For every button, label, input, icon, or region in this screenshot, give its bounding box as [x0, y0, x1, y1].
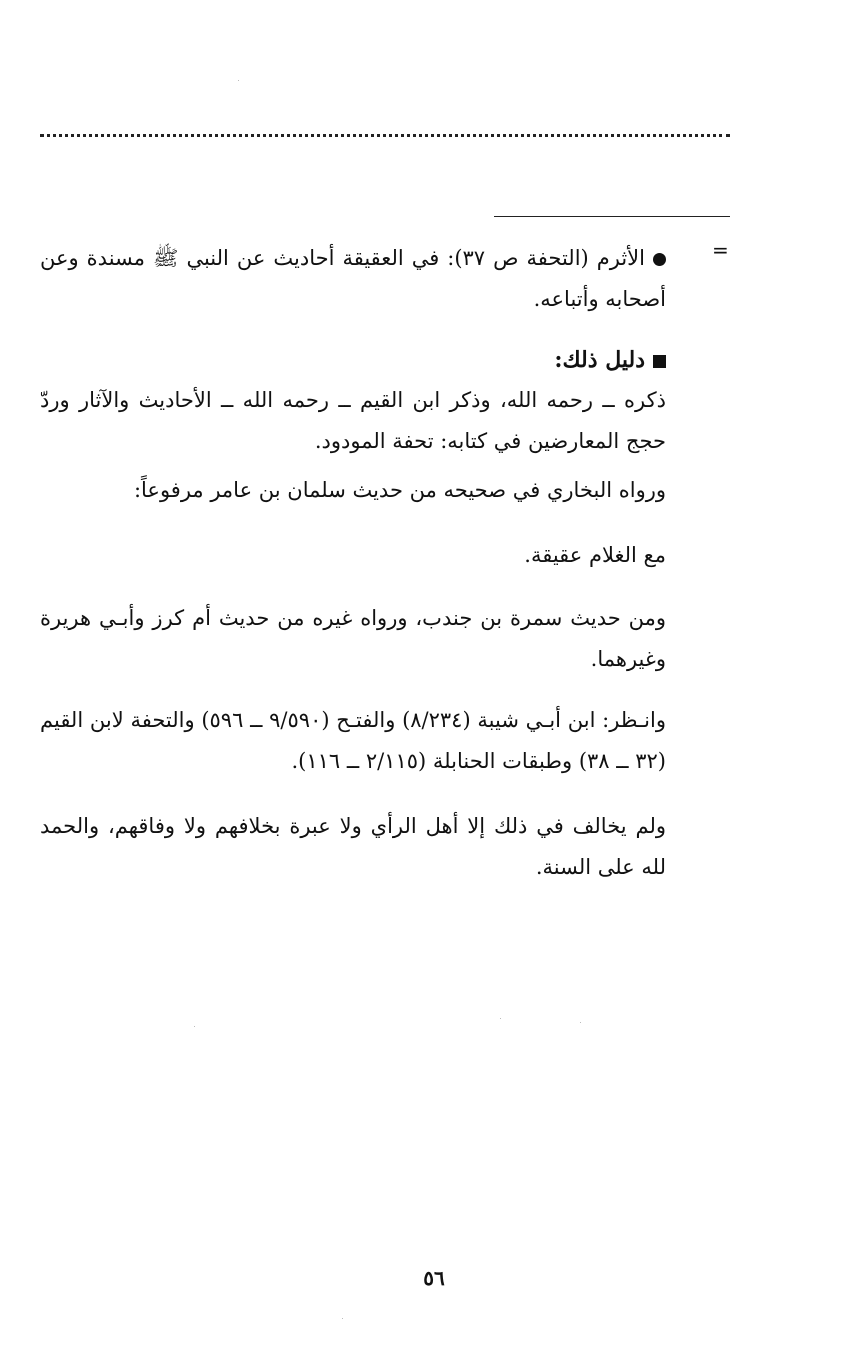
paragraph: وانـظر: ابن أبـي شيبة (٨/٢٣٤) والفتـح (٩/٥٩٠ ــ ٥٩٦) والتحفة لابن القيم (٣٢ ــ ٣٨) وطبقات الحنابلة (٢/١١٥ ــ ١١٦). — [40, 708, 666, 773]
footnote-rule — [494, 216, 730, 217]
scan-speck — [500, 1018, 501, 1019]
footnote-text: الأثرم (التحفة ص ٣٧): في العقيقة أحاديث عن النبي ﷺ مسندة وعن أصحابه وأتباعه. — [40, 246, 666, 311]
section-heading-text: دليل ذلك: — [554, 347, 645, 373]
paragraph: ذكره ــ رحمه الله، وذكر ابن القيم ــ رحمه الله ــ الأحاديث والآثار وردّ حجج المعارضين في كتابه: تحفة المودود. — [40, 388, 666, 453]
section-heading — [40, 340, 666, 381]
scan-speck — [238, 80, 239, 81]
scan-speck — [194, 1026, 195, 1027]
continuation-mark: = — [712, 238, 729, 262]
scan-speck — [580, 1022, 581, 1023]
page-number: ٥٦ — [423, 1266, 445, 1290]
paragraph: مع الغلام عقيقة. — [524, 543, 666, 567]
paragraph: ومن حديث سمرة بن جندب، ورواه غيره من حديث أم كرز وأبـي هريرة وغيرهما. — [40, 606, 666, 671]
paragraph: ورواه البخاري في صحيحه من حديث سلمان بن عامر مرفوعاً: — [133, 478, 666, 502]
square-bullet-icon — [653, 355, 666, 368]
bullet-icon — [653, 253, 666, 266]
paragraph: ولم يخالف في ذلك إلا أهل الرأي ولا عبرة بخلافهم ولا وفاقهم، والحمد لله على السنة. — [40, 814, 666, 879]
scan-speck — [342, 1318, 343, 1319]
footnote-paragraph — [40, 238, 666, 320]
dotted-separator — [40, 134, 730, 137]
